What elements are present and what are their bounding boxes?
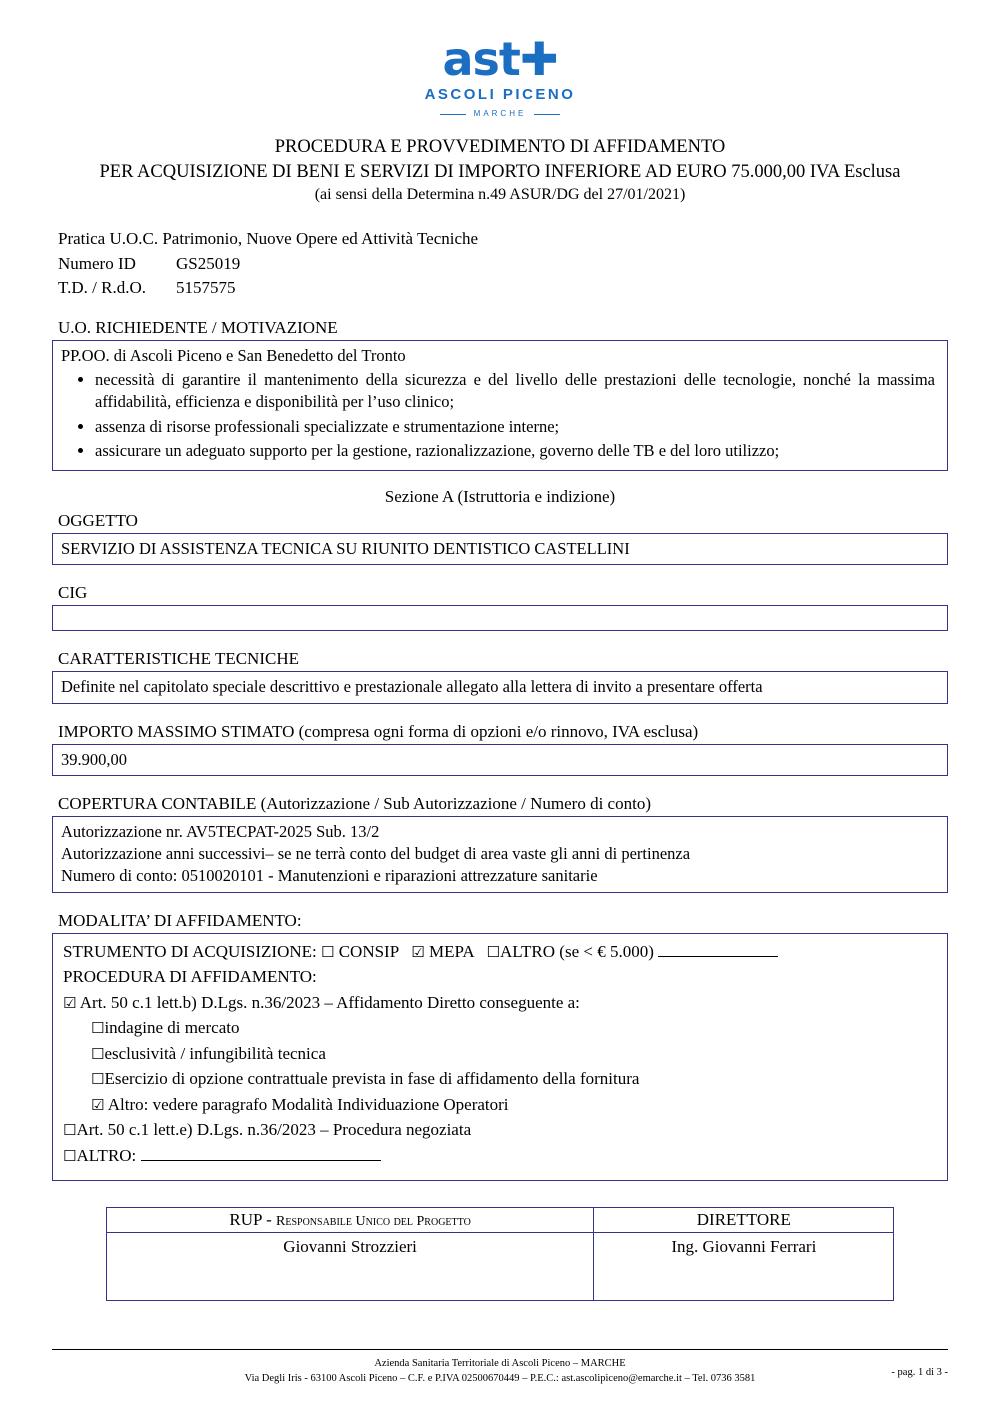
strumento-acquisizione-row: [63, 939, 937, 965]
sub1-label: indagine di mercato: [104, 1018, 240, 1038]
checkbox-art50e[interactable]: ☐: [63, 1121, 77, 1140]
checkbox-art50b[interactable]: ☑: [63, 993, 77, 1012]
footer-divider: [52, 1349, 948, 1350]
title-line-3: (ai sensi della Determina n.49 ASUR/DG del 27/01/2021): [314, 186, 686, 204]
document-title: [52, 135, 948, 205]
copertura-line-3: Numero di conto: 0510020101 - Manutenzioni e riparazioni attrezzature sanitarie: [61, 866, 598, 886]
table-row: [106, 1208, 893, 1233]
richiedente-intro: PP.OO. di Ascoli Piceno e San Benedetto del Tronto: [61, 345, 406, 365]
rup-header-sub: Responsabile Unico del Progetto: [276, 1214, 471, 1230]
checkbox-altro-paragrafo[interactable]: ☑: [91, 1095, 105, 1114]
section-heading-importo: IMPORTO MASSIMO STIMATO (compresa ogni forma di opzioni e/o rinnovo, IVA esclusa): [58, 721, 699, 741]
sub3-label: Esercizio di opzione contrattuale prevista in fase di affidamento della fornitura: [104, 1069, 640, 1089]
art50b-row: [63, 990, 937, 1016]
sub3-row: [63, 1066, 937, 1092]
logo-mark-text: ast: [442, 32, 520, 86]
rup-header-dash: -: [261, 1210, 277, 1230]
footer-page-number: - pag. 1 di 3 -: [891, 1367, 948, 1378]
richiedente-bullet-list: [61, 369, 939, 462]
organization-logo: [52, 32, 948, 121]
caratteristiche-box: Definite nel capitolato speciale descrittivo e prestazionale allegato alla lettera di invito a presentare offerta: [52, 671, 948, 703]
section-heading-modalita: MODALITA’ DI AFFIDAMENTO:: [58, 910, 302, 930]
sub4-row: [63, 1092, 937, 1118]
title-line-2: PER ACQUISIZIONE DI BENI E SERVIZI DI IMPORTO INFERIORE AD EURO 75.000,00 IVA Esclusa: [99, 161, 901, 182]
cross-icon: ✚: [519, 32, 558, 86]
oggetto-box: SERVIZIO DI ASSISTENZA TECNICA SU RIUNITO DENTISTICO CASTELLINI: [52, 533, 948, 565]
practice-td-label: T.D. / R.d.O.: [58, 277, 146, 297]
checkbox-consip[interactable]: ☐: [321, 942, 335, 961]
cig-box: [52, 605, 948, 631]
sub2-row: [63, 1041, 937, 1067]
checkbox-indagine-mercato[interactable]: ☐: [91, 1019, 105, 1038]
list-item: • assicurare un adeguato supporto per la gestione, razionalizzazione, governo delle TB e del loro utilizzo;: [95, 440, 939, 462]
footer-line-1: Azienda Sanitaria Territoriale di Ascoli Piceno – MARCHE: [374, 1357, 626, 1369]
art50e-label: Art. 50 c.1 lett.e) D.Lgs. n.36/2023 – Procedura negoziata: [76, 1120, 472, 1140]
mepa-label: MEPA: [429, 941, 474, 961]
art50b-label: Art. 50 c.1 lett.b) D.Lgs. n.36/2023 – Affidamento Diretto conseguente a:: [79, 992, 580, 1012]
copertura-line-1: Autorizzazione nr. AV5TECPAT-2025 Sub. 13/2: [61, 821, 380, 841]
list-item: • necessità di garantire il mantenimento della sicurezza e del livello delle prestazioni delle tecnologie, nonché la massima affidabilità, efficienza e disponibilità per l’uso clinico;: [95, 369, 939, 414]
checkbox-opzione-contrattuale[interactable]: ☐: [91, 1070, 105, 1089]
direttore-name-cell: Ing. Giovanni Ferrari: [594, 1233, 894, 1301]
copertura-line-2: Autorizzazione anni successivi– se ne terrà conto del budget di area vaste gli anni di pertinenza: [61, 844, 691, 864]
checkbox-altro[interactable]: ☐: [63, 1146, 77, 1165]
checkbox-altro-strumento[interactable]: ☐: [486, 942, 500, 961]
page-footer: [52, 1349, 948, 1386]
rup-header-cell: [106, 1208, 594, 1233]
logo-mark: [52, 32, 948, 86]
logo-organization-name: ASCOLI PICENO: [424, 86, 576, 103]
altro-row: [63, 1143, 937, 1169]
practice-td-row: [58, 276, 948, 300]
copertura-box: [52, 816, 948, 893]
sub2-label: esclusività / infungibilità tecnica: [104, 1043, 326, 1063]
importo-box: 39.900,00: [52, 744, 948, 776]
logo-region-name: MARCHE: [473, 109, 527, 118]
richiedente-box: [52, 340, 948, 471]
rup-header-main: RUP: [229, 1210, 262, 1230]
sub1-row: [63, 1015, 937, 1041]
modalita-box: [52, 933, 948, 1182]
footer-line-2: Via Degli Iris - 63100 Ascoli Piceno – C.F. e P.IVA 02500670449 – P.E.C.: ast.ascolipiceno@emarche.it – Tel. 0736 3581: [244, 1372, 756, 1384]
altro-strumento-label: ALTRO (se < € 5.000): [499, 941, 654, 961]
section-heading-cig: CIG: [58, 583, 88, 603]
practice-office: Pratica U.O.C. Patrimonio, Nuove Opere ed Attività Tecniche: [58, 229, 479, 249]
direttore-header-cell: DIRETTORE: [594, 1208, 894, 1233]
title-line-1: PROCEDURA E PROVVEDIMENTO DI AFFIDAMENTO: [274, 137, 726, 157]
altro-label: ALTRO:: [76, 1145, 137, 1165]
table-row: [106, 1233, 893, 1301]
section-a-label: Sezione A (Istruttoria e indizione): [384, 487, 616, 507]
rup-name-cell: Giovanni Strozzieri: [106, 1233, 594, 1301]
sub4-label: Altro: vedere paragrafo Modalità Individuazione Operatori: [107, 1094, 509, 1114]
consip-label: CONSIP: [338, 941, 399, 961]
section-heading-caratteristiche: CARATTERISTICHE TECNICHE: [58, 649, 299, 669]
section-heading-richiedente: U.O. RICHIEDENTE / MOTIVAZIONE: [58, 317, 338, 337]
practice-block: [52, 227, 948, 299]
checkbox-esclusivita[interactable]: ☐: [91, 1044, 105, 1063]
section-heading-oggetto: OGGETTO: [58, 511, 138, 531]
section-heading-copertura: COPERTURA CONTABILE (Autorizzazione / Sub Autorizzazione / Numero di conto): [58, 793, 651, 813]
procedura-label: PROCEDURA DI AFFIDAMENTO:: [63, 967, 317, 987]
practice-id-label: Numero ID: [58, 253, 136, 273]
practice-id-value: GS25019: [176, 253, 241, 273]
checkbox-mepa[interactable]: ☑: [411, 942, 425, 961]
altro-fill[interactable]: [141, 1146, 381, 1161]
strumento-label: STRUMENTO DI ACQUISIZIONE:: [63, 941, 317, 961]
art50e-row: [63, 1117, 937, 1143]
practice-td-value: 5157575: [176, 277, 236, 297]
practice-id-row: [58, 252, 948, 276]
signature-table: [106, 1207, 894, 1301]
list-item: • assenza di risorse professionali specializzate e strumentazione interne;: [95, 416, 939, 438]
altro-strumento-fill[interactable]: [658, 942, 778, 957]
